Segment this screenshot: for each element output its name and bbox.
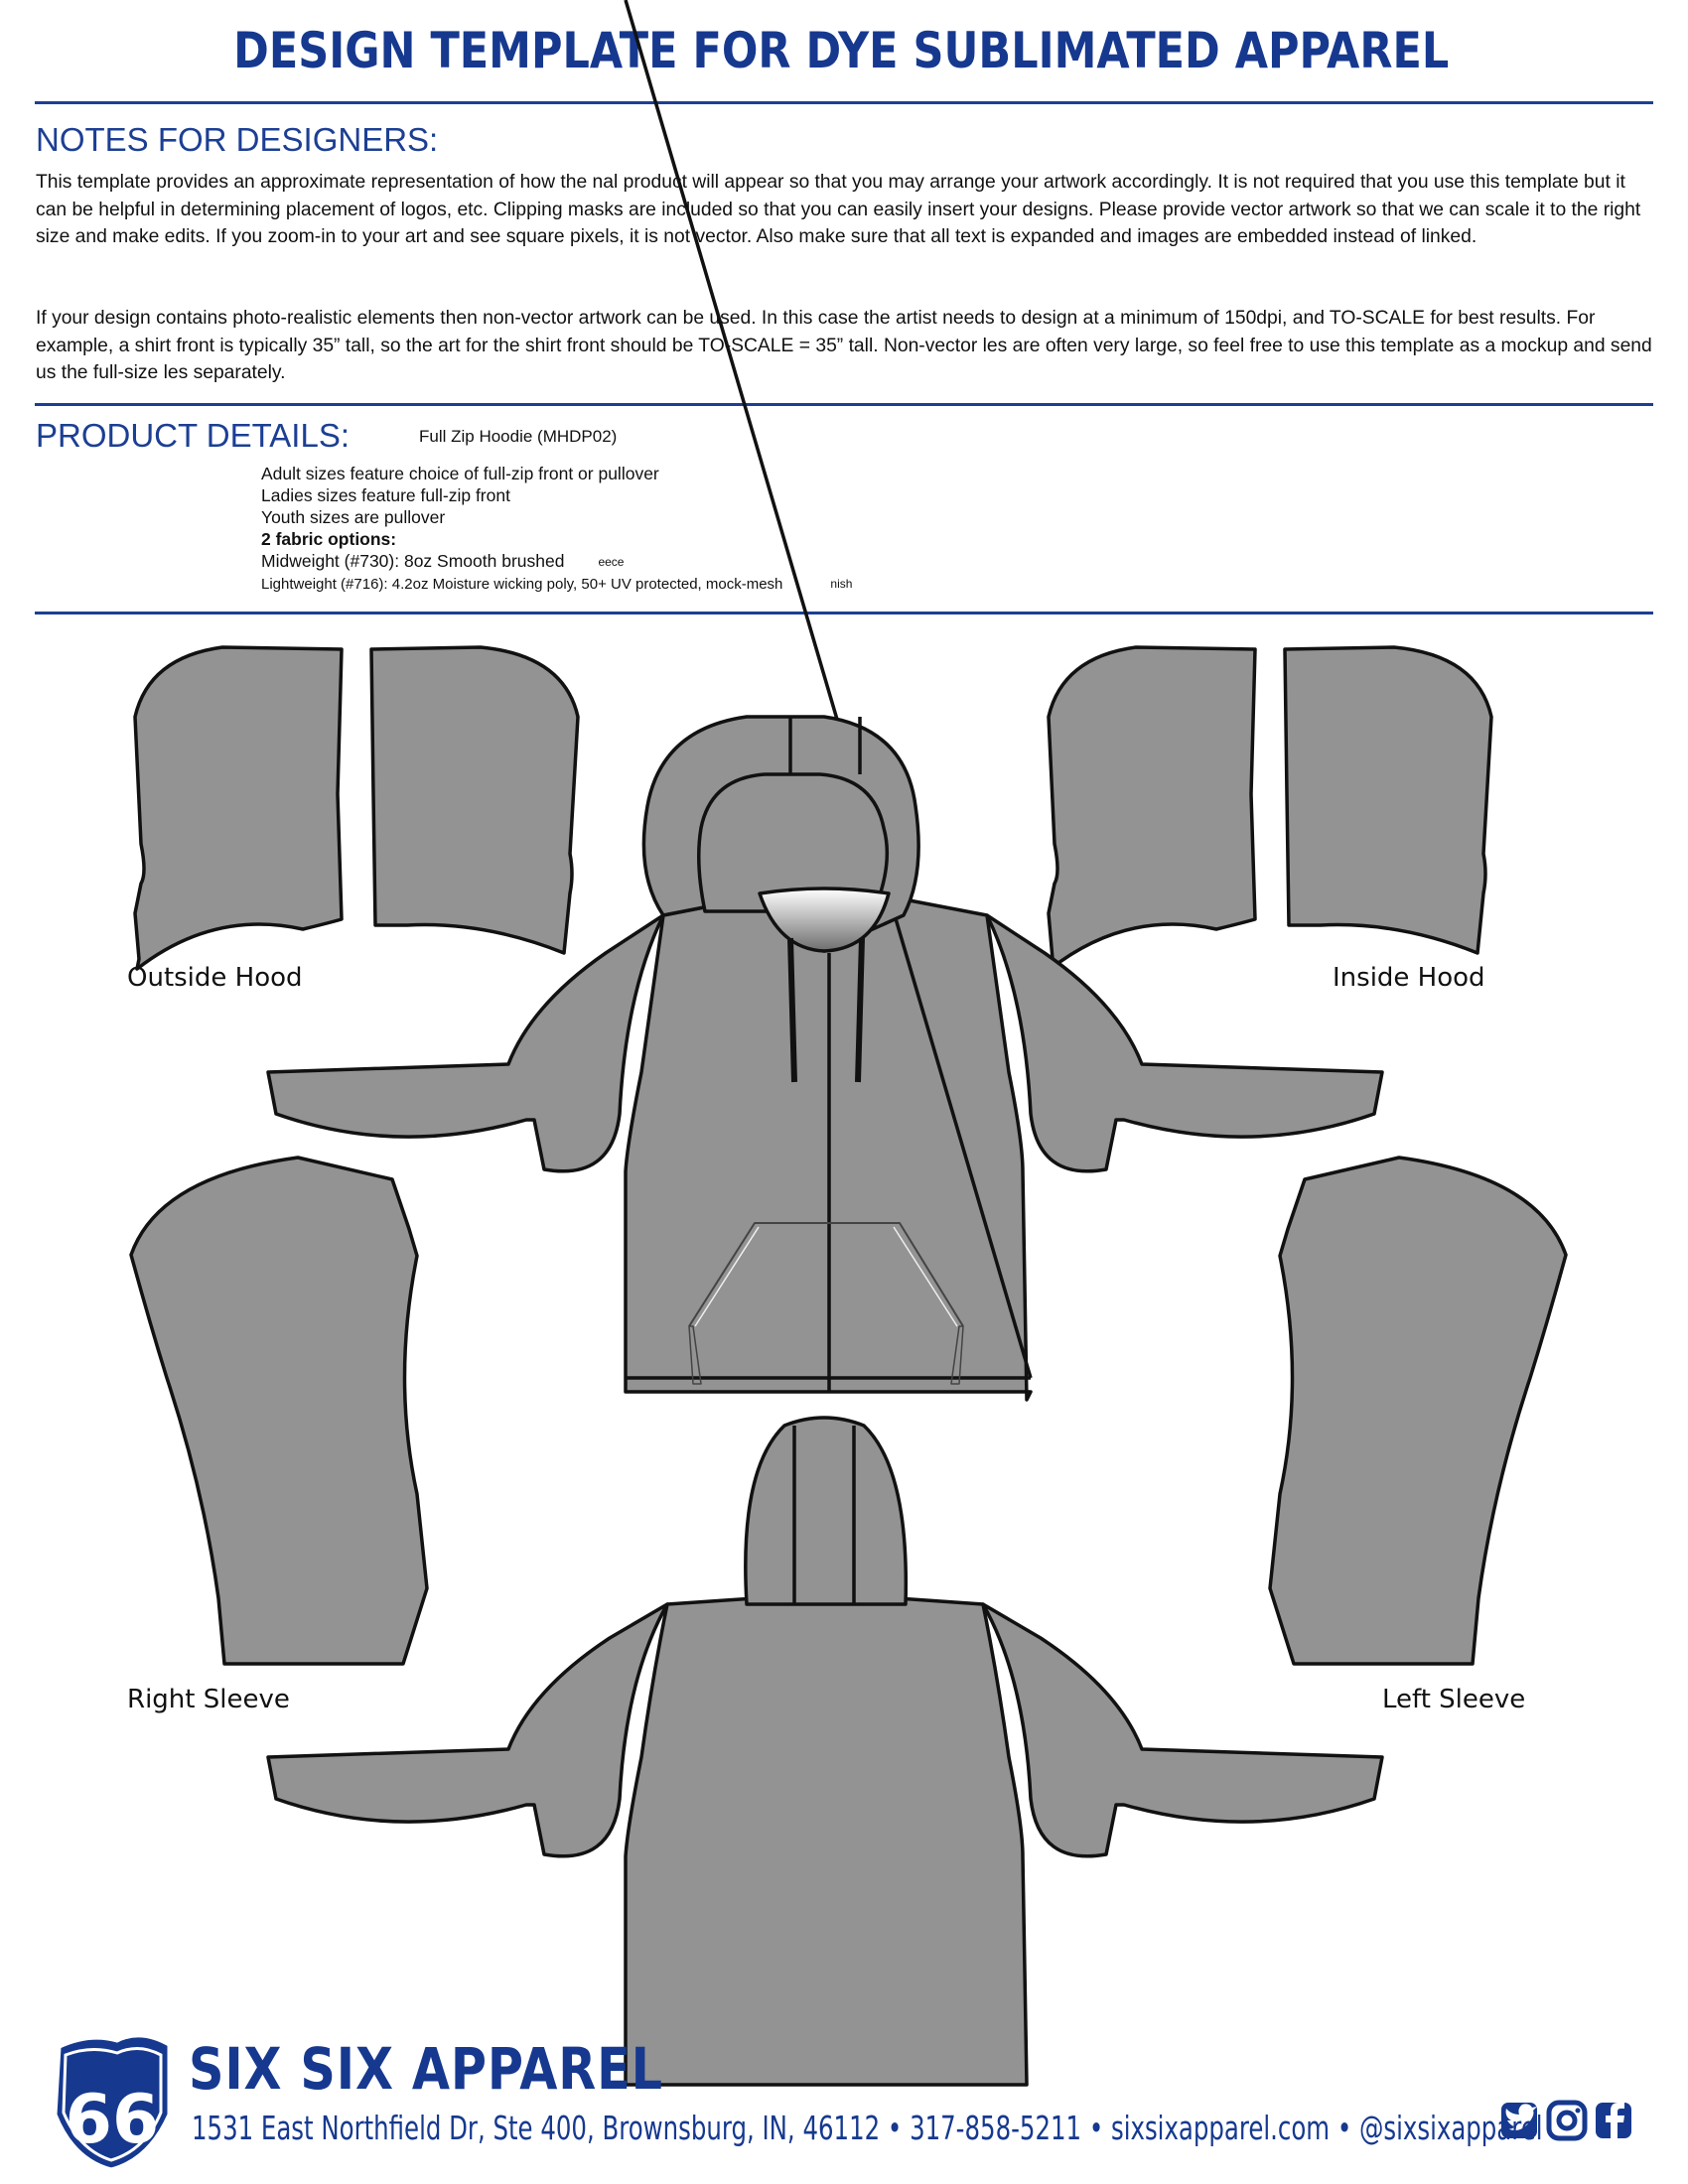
product-details-heading: PRODUCT DETAILS: [36,417,350,454]
outside-hood-left-panel [135,647,342,969]
product-detail-fragment: eece [598,555,625,569]
outside-hood-right-panel [371,647,578,953]
logo-number: 66 [65,2081,160,2159]
right-sleeve-panel [131,1158,427,1664]
drawstring [790,938,794,1082]
inside-hood-right-panel [1285,647,1491,953]
product-detail-line: Adult sizes feature choice of full-zip front or pullover [261,464,659,483]
product-detail-line: Youth sizes are pullover [261,507,446,527]
left-sleeve-panel [1270,1158,1566,1664]
product-detail-line: Ladies sizes feature full-zip front [261,485,510,505]
brand-address: 1531 East Northfield Dr, Ste 400, Brownsburg, IN, 46112 • 317-858-5211 • sixsixapparel.com • @sixsixapparel [192,2109,1543,2147]
back-body [626,1598,1027,2085]
page-title: DESIGN TEMPLATE FOR DYE SUBLIMATED APPAREL [233,22,1450,79]
hoodie-back [268,1418,1382,2085]
product-detail-text: Midweight (#730): 8oz Smooth brushed [261,551,565,571]
notes-paragraph-2: If your design contains photo-realistic elements then non-vector artwork can be used. In this case the artist needs to design at a minimum of 150dpi, and TO-SCALE for best results. For example, a shirt front is typically 35” tall, so the art for the shirt front should be TO-SCALE = 35” tall. Non-vector les are often very large, so feel free to use this template as a mockup and send us the full-size les separately. [36,308,1652,383]
brand-name: SIX SIX APPAREL [189,2035,663,2103]
product-name: Full Zip Hoodie (MHDP02) [419,427,618,446]
instagram-icon[interactable] [1549,2103,1585,2138]
product-detail-fragment: nish [830,577,853,591]
left-sleeve-label: Left Sleeve [1382,1685,1526,1714]
facebook-icon[interactable] [1596,2103,1631,2138]
inside-hood-label: Inside Hood [1333,963,1485,993]
front-left-sleeve [987,915,1382,1171]
product-detail-text: Lightweight (#716): 4.2oz Moisture wicking poly, 50+ UV protected, mock-mesh [261,576,783,593]
inside-hood-left-panel [1049,647,1255,969]
notes-paragraph-1: This template provides an approximate representation of how the nal product will appear so that you may arrange your artwork accordingly. It is not required that you use this template but it can be helpful in determining placement of logos, etc. Clipping masks are included so that you can easily insert your designs. Please provide vector artwork so that we can scale it to the right size and make edits. If you zoom-in to your art and see square pixels, it is not vector. Also make sure that all text is expanded and images are embedded instead of linked. [36,172,1641,247]
back-hood [746,1418,907,1604]
drawstring [858,938,862,1082]
product-detail-line: 2 fabric options: [261,529,397,549]
right-sleeve-label: Right Sleeve [127,1685,290,1714]
outside-hood-label: Outside Hood [127,963,303,993]
notes-heading: NOTES FOR DESIGNERS: [36,121,439,158]
front-right-sleeve [268,915,663,1171]
